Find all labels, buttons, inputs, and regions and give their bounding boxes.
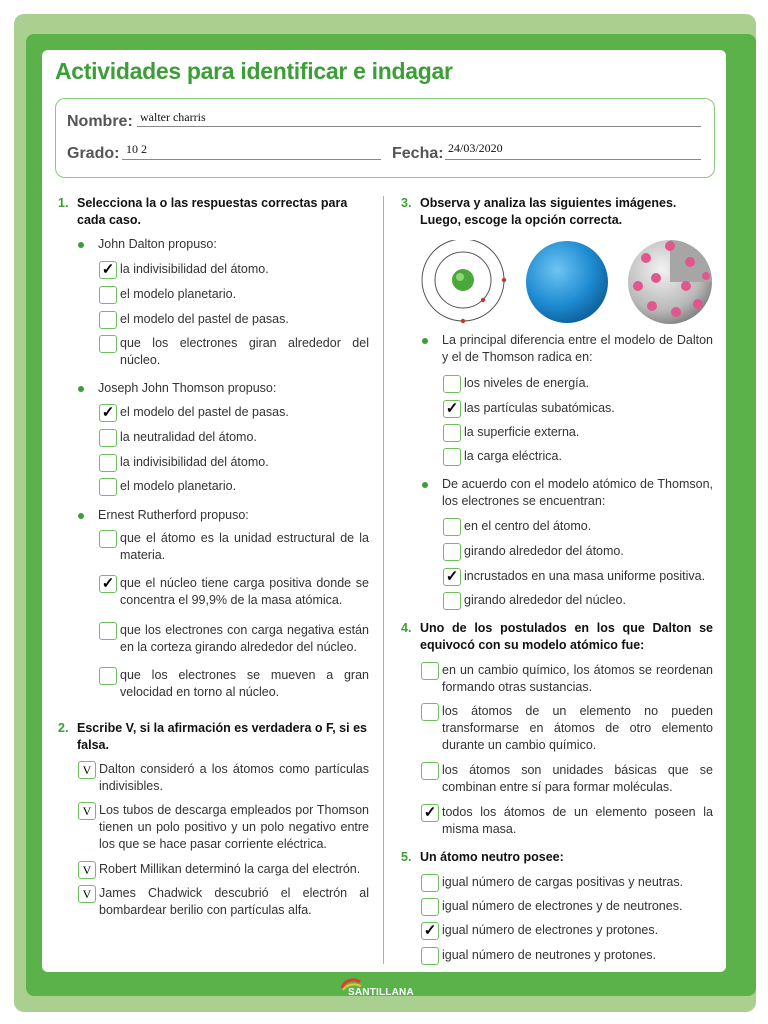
answer-option: [120, 335, 369, 369]
answer-option: [101, 261, 369, 278]
answer-option: [464, 543, 713, 560]
option-text: girando alrededor del átomo.: [464, 544, 624, 558]
answer-option: [445, 400, 713, 417]
fecha-line: [445, 159, 701, 160]
answer-checkbox[interactable]: ✓: [99, 575, 117, 593]
brand-name: SANTILLANA: [348, 987, 414, 998]
group-label: Joseph John Thomson propuso:: [98, 381, 277, 395]
question-text: Uno de los postulados en los que Dalton se equivocó con su modelo atómico fue:: [420, 621, 713, 652]
answer-option: [82, 861, 369, 878]
answer-option: [442, 762, 713, 796]
question-text: Un átomo neutro posee:: [420, 850, 564, 864]
bullet-icon: [78, 513, 84, 519]
answer-option: [120, 530, 369, 564]
nombre-field[interactable]: walter charris: [140, 110, 206, 124]
option-text: en un cambio químico, los átomos se reordenan formando otras sustancias.: [442, 663, 713, 694]
option-text: la superficie externa.: [464, 425, 580, 439]
option-text: igual número de electrones y de neutrones.: [442, 899, 683, 913]
option-text: que el átomo es la unidad estructural de la materia.: [120, 531, 369, 562]
question-number: 1.: [58, 196, 69, 210]
question-text: Selecciona la o las respuestas correctas para cada caso.: [77, 196, 348, 227]
answer-checkbox[interactable]: [99, 530, 117, 548]
answer-checkbox[interactable]: [421, 874, 439, 892]
option-text: Robert Millikan determinó la carga del electrón.: [99, 862, 361, 876]
answer-option: [120, 478, 369, 495]
answer-option: [464, 375, 713, 392]
answer-checkbox[interactable]: [443, 592, 461, 610]
group-label: De acuerdo con el modelo atómico de Thomson, los electrones se encuentran:: [442, 477, 713, 508]
answer-checkbox[interactable]: [443, 543, 461, 561]
answer-option: [120, 622, 369, 656]
group-rutherford: [98, 507, 369, 524]
santillana-logo: [340, 976, 430, 1004]
answer-option: [442, 898, 713, 915]
question-3: [401, 195, 713, 229]
answer-option: [120, 429, 369, 446]
grado-line: [122, 159, 381, 160]
bullet-icon: [78, 386, 84, 392]
answer-option: [445, 568, 713, 585]
option-text: los átomos de un elemento no pueden transformarse en átomos de otro elemento durante un cambio químico.: [442, 704, 713, 752]
answer-checkbox[interactable]: [99, 311, 117, 329]
answer-option: [120, 311, 369, 328]
answer-checkbox[interactable]: [421, 703, 439, 721]
group-label: La principal diferencia entre el modelo de Dalton y el de Thomson radica en:: [442, 333, 713, 364]
question-2: [58, 720, 369, 754]
answer-checkbox[interactable]: ✓: [443, 568, 461, 586]
bullet-icon: [422, 338, 428, 344]
question-1: [58, 195, 369, 229]
answer-option: [82, 885, 369, 919]
nombre-label: Nombre:: [67, 113, 133, 130]
answer-option: [101, 575, 369, 609]
option-text: igual número de electrones y protones.: [442, 923, 659, 937]
answer-checkbox[interactable]: ✓: [99, 261, 117, 279]
group-difference: [442, 332, 713, 366]
answer-option: [464, 448, 713, 465]
true-false-field[interactable]: V: [78, 885, 96, 903]
question-number: 4.: [401, 621, 412, 635]
bullet-icon: [422, 482, 428, 488]
option-text: James Chadwick descubrió el electrón al bombardear berilio con partículas alfa.: [99, 886, 369, 917]
option-text: todos los átomos de un elemento poseen la misma masa.: [442, 805, 713, 836]
answer-option: [82, 761, 369, 795]
option-text: el modelo planetario.: [120, 479, 237, 493]
answer-option: [120, 454, 369, 471]
answer-checkbox[interactable]: [443, 424, 461, 442]
answer-checkbox[interactable]: [99, 335, 117, 353]
column-divider: [383, 196, 384, 964]
option-text: Dalton consideró a los átomos como partículas indivisibles.: [99, 762, 369, 793]
option-text: en el centro del átomo.: [464, 519, 592, 533]
answer-option: [442, 947, 713, 964]
page-title: Actividades para identificar e indagar: [55, 58, 453, 84]
option-text: la indivisibilidad del átomo.: [120, 262, 269, 276]
answer-option: [423, 804, 713, 838]
group-thomson: [98, 380, 369, 397]
answer-option: [120, 286, 369, 303]
question-text: Observa y analiza las siguientes imágenes. Luego, escoge la opción correcta.: [420, 196, 677, 227]
answer-checkbox[interactable]: ✓: [99, 404, 117, 422]
group-thomson-electrons: [442, 476, 713, 510]
option-text: igual número de cargas positivas y neutras.: [442, 875, 684, 889]
answer-checkbox[interactable]: [99, 429, 117, 447]
true-false-field[interactable]: V: [78, 861, 96, 879]
grado-field[interactable]: 10 2: [126, 142, 147, 156]
dalton-sphere-model-image: [525, 240, 609, 324]
true-false-field[interactable]: V: [78, 802, 96, 820]
option-text: la carga eléctrica.: [464, 449, 562, 463]
option-text: que los electrones con carga negativa están en la corteza girando alrededor del núcleo.: [120, 623, 369, 654]
group-label: John Dalton propuso:: [98, 237, 217, 251]
answer-option: [442, 703, 713, 754]
option-text: que los electrones giran alrededor del núcleo.: [120, 336, 369, 367]
question-text: Escribe V, si la afirmación es verdadera o F, si es falsa.: [77, 721, 367, 752]
option-text: el modelo del pastel de pasas.: [120, 312, 289, 326]
fecha-field[interactable]: 24/03/2020: [448, 141, 503, 155]
answer-option: [423, 922, 713, 939]
option-text: el modelo del pastel de pasas.: [120, 405, 289, 419]
answer-checkbox[interactable]: [443, 518, 461, 536]
answer-checkbox[interactable]: [99, 478, 117, 496]
answer-option: [442, 874, 713, 891]
option-text: los niveles de energía.: [464, 376, 590, 390]
answer-option: [101, 404, 369, 421]
answer-option: [464, 518, 713, 535]
thomson-plum-pudding-model-image: [626, 238, 714, 326]
answer-checkbox[interactable]: [421, 762, 439, 780]
answer-option: [120, 667, 369, 701]
answer-checkbox[interactable]: [421, 662, 439, 680]
answer-checkbox[interactable]: [99, 286, 117, 304]
answer-option: [464, 424, 713, 441]
answer-checkbox[interactable]: [99, 454, 117, 472]
answer-checkbox[interactable]: [421, 898, 439, 916]
question-number: 2.: [58, 721, 69, 735]
option-text: que el núcleo tiene carga positiva donde se concentra el 99,9% de la masa atómica.: [120, 576, 369, 607]
answer-option: [442, 662, 713, 696]
group-dalton: [98, 236, 369, 253]
option-text: las partículas subatómicas.: [464, 401, 615, 415]
answer-checkbox[interactable]: ✓: [443, 400, 461, 418]
option-text: los átomos son unidades básicas que se combinan entre sí para formar moléculas.: [442, 763, 713, 794]
bullet-icon: [78, 242, 84, 248]
group-label: Ernest Rutherford propuso:: [98, 508, 249, 522]
answer-checkbox[interactable]: [421, 947, 439, 965]
answer-checkbox[interactable]: [99, 622, 117, 640]
answer-checkbox[interactable]: ✓: [421, 922, 439, 940]
answer-checkbox[interactable]: [443, 448, 461, 466]
grado-label: Grado:: [67, 145, 120, 162]
rutherford-bohr-model-image: [420, 240, 510, 330]
option-text: Los tubos de descarga empleados por Thomson tienen un polo positivo y un polo negativo entre los que se hace pasar corriente eléctrica.: [99, 803, 369, 851]
option-text: la indivisibilidad del átomo.: [120, 455, 269, 469]
question-number: 3.: [401, 196, 412, 210]
question-4: [401, 620, 713, 654]
option-text: la neutralidad del átomo.: [120, 430, 257, 444]
answer-checkbox[interactable]: ✓: [421, 804, 439, 822]
question-number: 5.: [401, 850, 412, 864]
option-text: incrustados en una masa uniforme positiva.: [464, 569, 706, 583]
answer-checkbox[interactable]: [443, 375, 461, 393]
answer-checkbox[interactable]: [99, 667, 117, 685]
nombre-line: [137, 126, 701, 127]
true-false-field[interactable]: V: [78, 761, 96, 779]
question-5: [401, 849, 713, 866]
option-text: que los electrones se mueven a gran velocidad en torno al núcleo.: [120, 668, 369, 699]
answer-option: [82, 802, 369, 853]
fecha-label: Fecha:: [392, 145, 444, 162]
answer-option: [464, 592, 713, 609]
option-text: igual número de neutrones y protones.: [442, 948, 657, 962]
option-text: girando alrededor del núcleo.: [464, 593, 626, 607]
option-text: el modelo planetario.: [120, 287, 237, 301]
